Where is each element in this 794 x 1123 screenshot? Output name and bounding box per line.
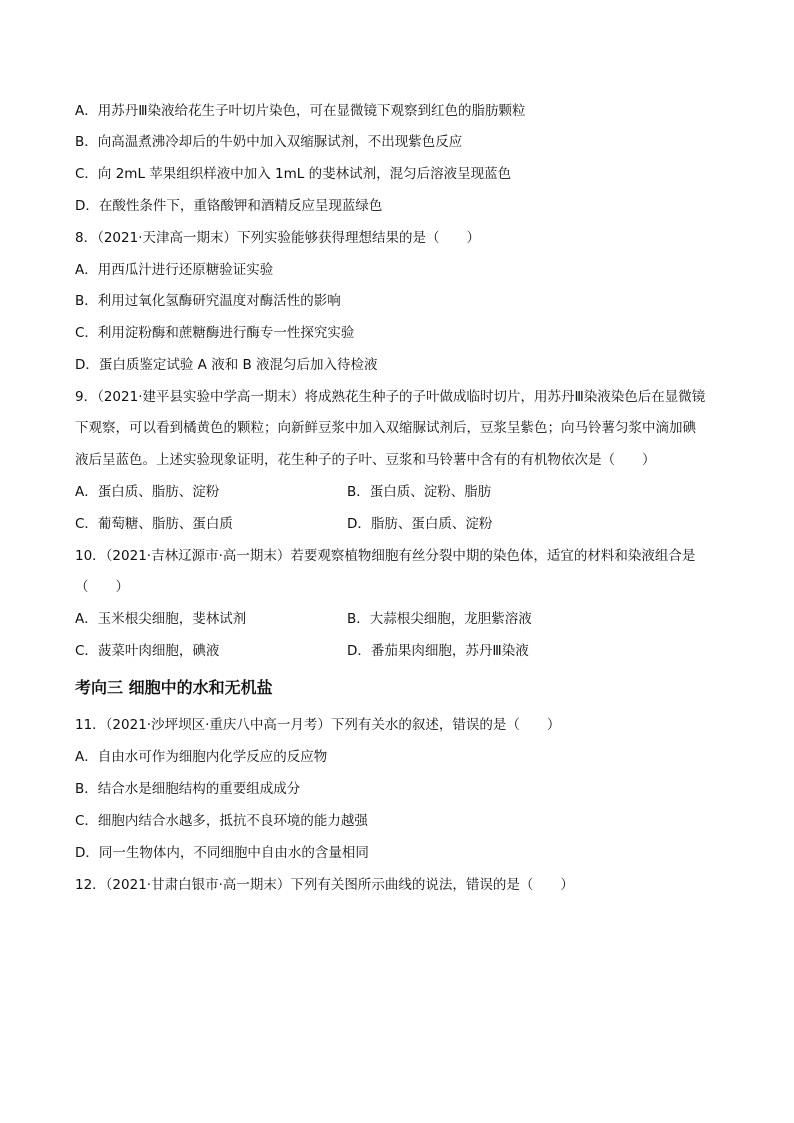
q9-stem-line3: 液后呈蓝色。上述实验现象证明，花生种子的子叶、豆浆和马铃薯中含有的有机物依次是（ ） [75,452,656,468]
q7-option-d: D．在酸性条件下，重铬酸钾和酒精反应呈现蓝绿色 [75,198,383,214]
q9-option-c: C．葡萄糖、脂肪、蛋白质 [75,516,233,532]
q7-option-b: B．向高温煮沸冷却后的牛奶中加入双缩脲试剂，不出现紫色反应 [75,134,463,150]
q10-option-c: C．菠菜叶肉细胞，碘液 [75,643,220,659]
q10-stem-line1: 10．（2021·吉林辽源市·高一期末）若要观察植物细胞有丝分裂中期的染色体，适宜的材料和染液组合是 [75,548,696,564]
q8-option-d: D．蛋白质鉴定试验 A 液和 B 液混匀后加入待检液 [75,357,378,373]
q10-stem-line2: （ ） [75,579,129,595]
q7-option-a: A．用苏丹Ⅲ染液给花生子叶切片染色，可在显微镜下观察到红色的脂肪颗粒 [75,103,526,119]
q9-options-row1 [75,482,735,502]
q10-option-d: D．番茄果肉细胞，苏丹Ⅲ染液 [347,643,529,659]
q11-option-d: D．同一生物体内，不同细胞中自由水的含量相同 [75,845,369,861]
q9-option-b: B．蛋白质、淀粉、脂肪 [347,484,492,500]
q8-option-a: A．用西瓜汁进行还原糖验证实验 [75,262,274,278]
q11-option-c: C．细胞内结合水越多，抵抗不良环境的能力越强 [75,813,368,829]
q9-option-d: D．脂肪、蛋白质、淀粉 [347,516,493,532]
q11-option-b: B．结合水是细胞结构的重要组成成分 [75,781,301,797]
q11-stem: 11．（2021·沙坪坝区·重庆八中高一月考）下列有关水的叙述，错误的是（ ） [75,717,561,733]
q8-stem: 8．（2021·天津高一期末）下列实验能够获得理想结果的是（ ） [75,230,480,246]
q12-stem: 12．（2021·甘肃白银市·高一期末）下列有关图所示曲线的说法，错误的是（ ） [75,877,574,893]
q10-option-b: B．大蒜根尖细胞，龙胆紫溶液 [347,611,532,627]
q9-stem-line2: 下观察，可以看到橘黄色的颗粒；向新鲜豆浆中加入双缩脲试剂后，豆浆呈紫色；向马铃薯匀浆中滴加碘 [75,420,696,436]
q9-stem-line1: 9．（2021·建平县实验中学高一期末）将成熟花生种子的子叶做成临时切片，用苏丹Ⅲ染液染色后在显微镜 [75,389,706,405]
q9-options-row2 [75,514,735,534]
q8-option-b: B．利用过氧化氢酶研究温度对酶活性的影响 [75,293,341,309]
q11-option-a: A．自由水可作为细胞内化学反应的反应物 [75,749,328,765]
q7-option-c: C．向 2mL 苹果组织样液中加入 1mL 的斐林试剂，混匀后溶液呈现蓝色 [75,166,512,182]
q8-option-c: C．利用淀粉酶和蔗糖酶进行酶专一性探究实验 [75,325,355,341]
q10-options-row2 [75,641,735,661]
q9-option-a: A．蛋白质、脂肪、淀粉 [75,484,220,500]
q10-options-row1 [75,609,735,629]
q10-option-a: A．玉米根尖细胞，斐林试剂 [75,611,247,627]
section-heading: 考向三 细胞中的水和无机盐 [75,678,273,697]
